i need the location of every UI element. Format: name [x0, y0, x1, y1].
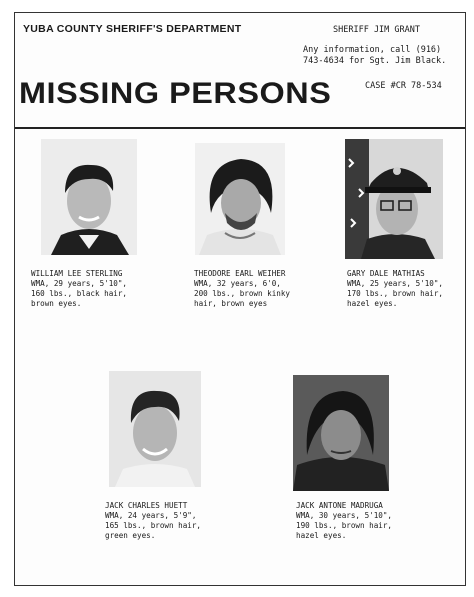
person-name: JACK ANTONE MADRUGA — [296, 501, 383, 510]
contact-line-2: 743-4634 for Sgt. Jim Black. — [303, 56, 447, 66]
person-name: JACK CHARLES HUETT — [105, 501, 188, 510]
person-description: WMA, 30 years, 5'10", 190 lbs., brown hair, hazel eyes. — [296, 511, 393, 540]
person-name: THEODORE EARL WEIHER — [194, 269, 286, 278]
person-caption-2 — [194, 269, 314, 309]
missing-persons-poster — [14, 12, 466, 586]
person-description: WMA, 25 years, 5'10", 170 lbs., brown hair, hazel eyes. — [347, 279, 444, 308]
person-caption-1 — [31, 269, 151, 309]
department-name: YUBA COUNTY SHERIFF'S DEPARTMENT — [23, 23, 242, 35]
person-name: WILLIAM LEE STERLING — [31, 269, 123, 278]
person-photo-4 — [109, 371, 201, 487]
person-name: GARY DALE MATHIAS — [347, 269, 425, 278]
poster-header — [15, 13, 465, 129]
sheriff-name: SHERIFF JIM GRANT — [333, 25, 420, 35]
person-photo-2 — [195, 143, 285, 255]
person-description: WMA, 32 years, 6'0, 200 lbs., brown kinky hair, brown eyes — [194, 279, 291, 308]
contact-info — [303, 45, 463, 67]
person-photo-1 — [41, 139, 137, 255]
person-description: WMA, 29 years, 5'10", 160 lbs., black hair, brown eyes. — [31, 279, 128, 308]
person-caption-5 — [296, 501, 416, 541]
poster-title: MISSING PERSONS — [19, 77, 332, 110]
person-caption-3 — [347, 269, 467, 309]
person-description: WMA, 24 years, 5'9", 165 lbs., brown hair, green eyes. — [105, 511, 202, 540]
person-photo-3 — [345, 139, 443, 259]
person-photo-5 — [293, 375, 389, 491]
person-caption-4 — [105, 501, 225, 541]
contact-line-1: Any information, call (916) — [303, 45, 442, 55]
case-number: CASE #CR 78-534 — [365, 81, 442, 91]
